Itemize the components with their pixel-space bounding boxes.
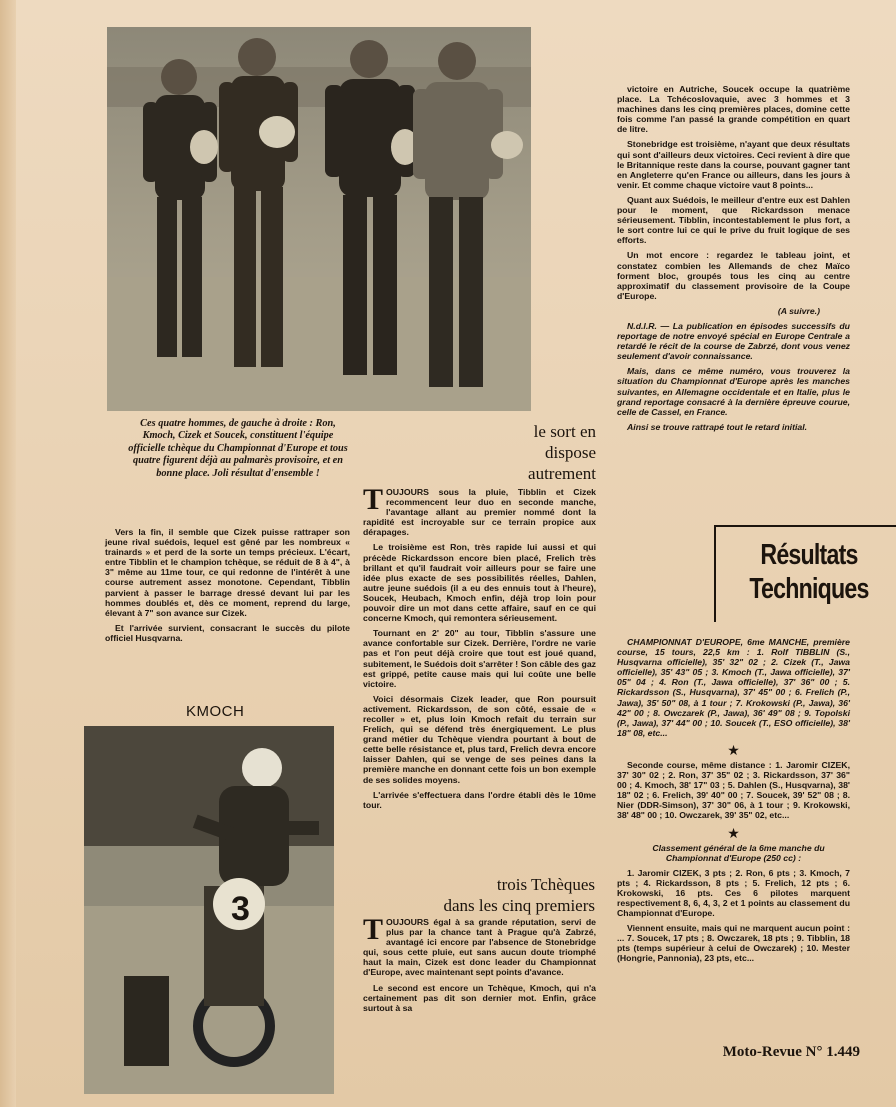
middle-column-text-2 xyxy=(363,913,596,1018)
left-para-2: Et l'arrivée survient, consacrant le succès du pilote officiel Husqvarna. xyxy=(105,622,350,643)
middle-para-2: Le troisième est Ron, très rapide lui aussi et qui précède Rickardsson encore bien placé, Frelich très brillant et qu'il faudrait voir ailleurs pour se faire une idée plus exacte de ses possibilités réelles, Dahlen, autre jeune suédois (il a eu des ennuis tout à l'heure), Soucek, Heubach, Kmoch enfin, déjà trop loin pour pouvoir dire un mot dans cette affaire, sauf en ce qui concerne Kmoch, qui remontera sérieusement. xyxy=(363,542,596,624)
page-fold-shadow xyxy=(0,0,16,1107)
headline2-line1: trois Tchèques xyxy=(496,875,595,894)
middle-para-5: L'arrivée s'effectuera dans l'ordre établi dès le 10me tour. xyxy=(363,789,596,810)
results-title-line1: Résultats xyxy=(760,539,858,571)
dropcap-t-1: T xyxy=(363,483,384,516)
kmoch-photo xyxy=(84,726,334,1094)
kmoch-label-text: KMOCH xyxy=(186,703,245,720)
caption-text: Ces quatre hommes, de gauche à droite : Ron, Kmoch, Cizek et Soucek, constituent l'équipe officielle tchèque du Championnat d'Europe et tous quatre figurent déjà au palmarès provisoire, et en bonne place. Joli résultat d'ensemble ! xyxy=(128,418,348,479)
results-title-line2: Techniques xyxy=(749,573,869,605)
middle-para-4: Voici désormais Cizek leader, que Ron poursuit activement. Rickardsson, de son côté, essaie de « recoller » et, plus loin Kmoch refait du terrain sur Frelich, qui se défend très énergiquement. Le plus grand métier du Tchèque viendra pourtant à bout de cette belle résistance et, plus tard, Frelich devra encore laisser Dahlen, qui se venge de ses peines dans la première manche en donnant cette fois un bon exemple de ses solides moyens. xyxy=(363,693,596,785)
headline2-line2: dans les cinq premiers xyxy=(443,896,595,915)
right-para-1: victoire en Autriche, Soucek occupe la quatrième place. La Tchécoslovaquie, avec 3 hommes et 3 machines dans les cinq premières places, domine cette fois comme l'an passé la grande compétition en quart de litre. xyxy=(617,84,850,135)
middle2-para-1: OUJOURS égal à sa grande réputation, servi de plus par la chance tant à Prague qu'à Zabrzé, avantagé ici encore par l'absence de Stonebridge qui, sous cette pluie, eut sans aucun doute triomphé haut la main, Cizek est donc leader du Championnat d'Europe, avec maintenant sept points d'avance. xyxy=(363,917,596,978)
helmet-shape xyxy=(242,748,282,788)
photo-caption xyxy=(127,418,349,480)
ainsi-note: Ainsi se trouve rattrapé tout le retard initial. xyxy=(627,421,808,432)
team-photo-illustration xyxy=(107,27,531,411)
results-header: CHAMPIONNAT D'EUROPE, 6me MANCHE, première course, 15 tours, 22,5 km : 1. Rolf TIBBLIN (S., Husqvarna officielle), 35' 32" 02 ; 2. Cizek (T., Jawa officielle), 35' 43" 05 ; 3. Kmoch (T., Jawa officielle), 37' 05" 04 ; 4. Ron (T., Jawa officielle), 37' 36" 00 ; 5. Rickardsson (S., Husqvarna), 37' 45" 00 ; 6. Frelich (P., Jawa), 35' 50" 08, à 1 tour ; 7. Krokowski (P., Jawa), 36' 42" 00 ; 8. Owczarek (P., Jawa), 36' 49" 08 ; 9. Topolski (P., Jawa), 37' 44" 00 ; 10. Soucek (T., ESO officielle), 38' 18" 08, etc... xyxy=(617,637,850,738)
team-photo xyxy=(107,27,531,411)
a-suivre: (A suivre.) xyxy=(777,305,820,316)
kmoch-photo-illustration xyxy=(84,726,334,1094)
middle-para-1: OUJOURS sous la pluie, Tibblin et Cizek recommencent leur duo en seconde manche, l'avantage allant au premier nommé dont la rapidité est incroyable sur ce terrain propice aux dérapages. xyxy=(363,487,596,538)
classement-header: Classement général de la 6me manche du Championnat d'Europe (250 cc) : xyxy=(652,842,825,863)
star-divider-2: ★ xyxy=(727,824,740,841)
results-column-text xyxy=(617,637,850,969)
middle-column-text xyxy=(363,483,596,815)
dropcap-t-2: T xyxy=(363,913,384,946)
classement-text: 1. Jaromir CIZEK, 3 pts ; 2. Ron, 6 pts ; 3. Kmoch, 7 pts ; 4. Rickardsson, 8 pts ; 5. Frelich, 12 pts ; 6. Krokowski, 16 pts. Ces 6 pilotes marquent respectivement 8, 6, 4, 3, 2 et 1 points au classement du Championnat d'Europe. xyxy=(617,867,850,919)
right-para-2: Stonebridge est troisième, n'ayant que deux résultats qui sont d'ailleurs deux victoires. Ceci revient à dire que le Britannique reste dans la course, pouvant gagner tant en Angleterre qu'en France ou ailleurs, dans les jours à venir. Et comme chaque victoire vaut 8 points... xyxy=(617,139,850,190)
left-para-1: Vers la fin, il semble que Cizek puisse rattraper son jeune rival suédois, lequel est gêné par les nombreux « trainards » et perd de la sorte un temps précieux. L'écart, entre Tibblin et le champion tchèque, se réduit de 8 à 4", à 3" même au 11me tour, ce qui redonne de l'intérêt à une course autrement assez monotone. Cependant, Tibblin parvient à passer le barrage dressé devant lui par les hommes doublés et, dès ce moment, reprend du large, élevant à 7" son avance sur Cizek. xyxy=(105,527,350,618)
star-divider-1: ★ xyxy=(727,741,740,758)
middle-para-3: Tournant en 2' 20" au tour, Tibblin s'assure une avance confortable sur Cizek. Derrière, l'ordre ne varie pas et l'on peut déjà croire que tout est joué quand, subitement, le Suédois doit s'arrêter ! Son câble des gaz est grippé, petite cause mais qui lui coûte une belle victoire. xyxy=(363,628,596,689)
right-column-text xyxy=(617,84,850,437)
footer-text: Moto-Revue N° 1.449 xyxy=(722,1044,860,1060)
right-para-3: Quant aux Suédois, le meilleur d'entre eux est Dahlen pour le moment, que Rickardsson menace sérieusement. Tibblin, incontestablement le plus fort, a le sort contre lui ce qui le prive du fruit logique de ses efforts. xyxy=(617,194,850,246)
headline-autrement xyxy=(490,421,596,484)
ndlr-note: N.d.l.R. — La publication en épisodes successifs du reportage de notre envoyé spécial en Europe Centrale a retardé le récit de la course de Zabrzé, dont vous venez seulement d'avoir connaissance. xyxy=(617,320,850,362)
middle2-para-2: Le second est encore un Tchèque, Kmoch, qui n'a certainement pas dit son dernier mot. Enfin, grâce surtout à sa xyxy=(363,982,596,1013)
headline-autrement-text: le sort en dispose autrement xyxy=(528,422,596,483)
race-number: 3 xyxy=(231,890,250,928)
results-second: Seconde course, même distance : 1. Jaromir CIZEK, 37' 30" 02 ; 2. Ron, 37' 35" 02 ; 3. Rickardsson, 37' 36" 00 ; 4. Kmoch, 38' 17" 03 ; 5. Dahlen (S., Husqvarna), 38' 18" 02 ; 6. Frelich, 39' 40" 00 ; 7. Soucek, 39' 52" 08 ; 8. Nier (DDR-Simson), 37' 30" 06, à 1 tour ; 9. Krokowski, 38' 48" 00 ; 10. Owczarek, 39' 35" 02, etc... xyxy=(617,759,850,821)
page-footer xyxy=(723,1044,860,1061)
headline-trois-tcheques xyxy=(380,874,595,916)
results-title xyxy=(749,538,869,606)
left-column-text xyxy=(105,527,350,648)
kmoch-label xyxy=(186,703,244,720)
mais-note: Mais, dans ce même numéro, vous trouverez la situation du Championnat d'Europe après les manches suivantes, en Allemagne occidentale et en Italie, plus le grand reportage consacré à la dernière épreuve courue, celle de Cassel, en France. xyxy=(617,366,850,417)
right-para-4: Un mot encore : regardez le tableau joint, et constatez combien les Allemands de chez Maïco forment bloc, groupés tous les cinq au centre approximatif du classement provisoire de la Coupe d'Europe. xyxy=(617,250,850,301)
viennent-text: Viennent ensuite, mais qui ne marquent aucun point : ... 7. Soucek, 17 pts ; 8. Owczarek, 18 pts ; 9. Tibblin, 18 pts (temps supérieur à celui de Owczarek) ; 10. Mester (Hongrie, Pannonia), 23 pts, etc... xyxy=(617,923,850,964)
